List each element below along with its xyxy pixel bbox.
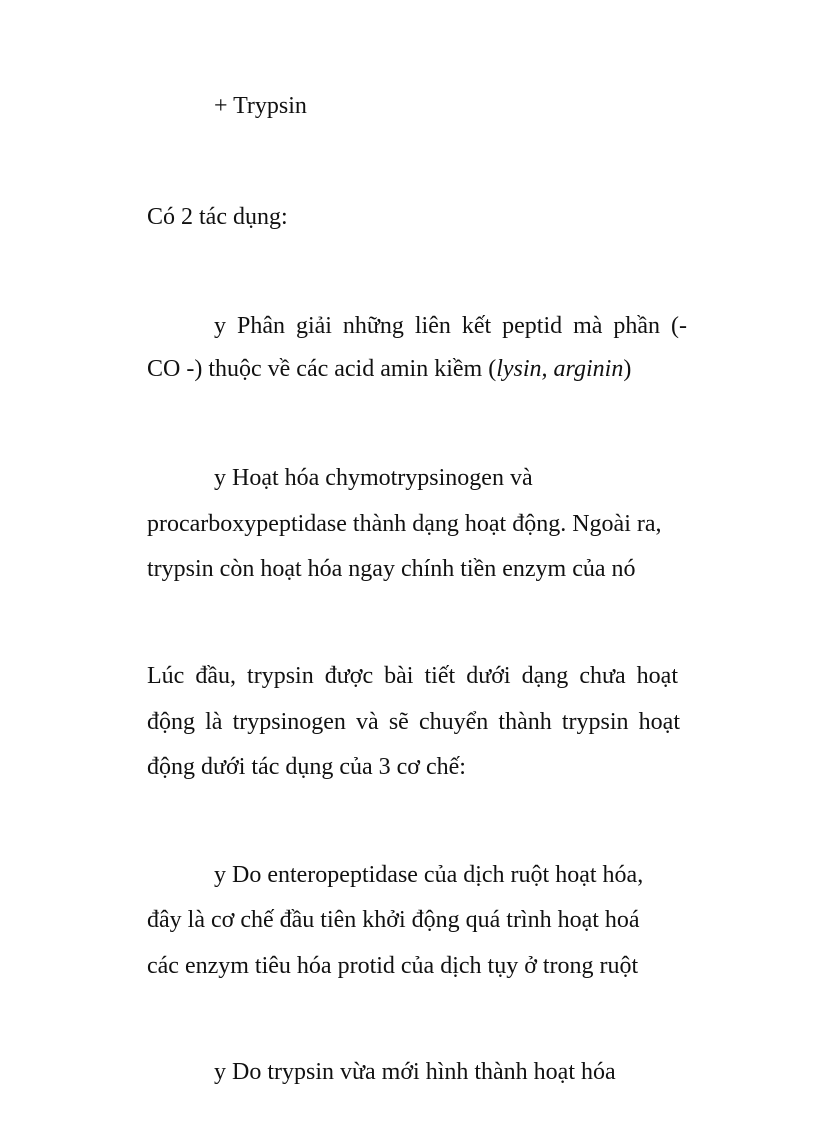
item2-line3: trypsin còn hoạt hóa ngay chính tiền enzym của nó <box>147 556 636 582</box>
item1-line2-post: ) <box>623 356 632 382</box>
item1-line1: y Phân giải những liên kết peptid mà phần (- <box>214 313 687 339</box>
item4-line1: y Do trypsin vừa mới hình thành hoạt hóa <box>214 1059 616 1085</box>
item2-line2: procarboxypeptidase thành dạng hoạt động. Ngoài ra, <box>147 511 662 537</box>
para-line2: động là trypsinogen và sẽ chuyển thành trypsin hoạt <box>147 709 680 735</box>
item1-line2-pre: CO -) thuộc về các acid amin kiềm ( <box>147 356 497 382</box>
item1-line2 <box>147 355 631 383</box>
section-heading: + Trypsin <box>214 93 307 119</box>
item3-line1: y Do enteropeptidase của dịch ruột hoạt hóa, <box>214 862 644 888</box>
item3-line2: đây là cơ chế đầu tiên khởi động quá trình hoạt hoá <box>147 907 640 933</box>
item1-line2-italic: lysin, arginin <box>496 356 624 382</box>
para-line1: Lúc đầu, trypsin được bài tiết dưới dạng chưa hoạt <box>147 663 678 689</box>
para-line3: động dưới tác dụng của 3 cơ chế: <box>147 754 466 780</box>
item2-line1: y Hoạt hóa chymotrypsinogen và <box>214 465 533 491</box>
item3-line3: các enzym tiêu hóa protid của dịch tụy ở trong ruột <box>147 953 639 979</box>
intro-text: Có 2 tác dụng: <box>147 204 288 230</box>
